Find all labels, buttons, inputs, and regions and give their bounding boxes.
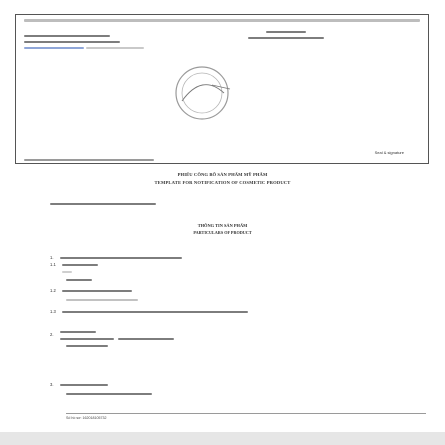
item-number: 1. [50,255,54,260]
cert-top-band [24,19,420,22]
text-line [66,345,108,347]
text-line [60,257,182,259]
text-line [66,393,152,395]
text-line [62,264,98,266]
cert-text-line [24,35,110,37]
text-line [60,384,108,386]
section-title-en: PARTICULARS OF PRODUCT [193,230,252,235]
section-title-vi: THÔNG TIN SẢN PHẨM [197,223,248,228]
cert-text-line [24,41,120,43]
text-line [62,311,248,313]
bottom-edge [0,432,445,445]
cert-text-line [266,31,306,33]
form-title-vi: PHIẾU CÔNG BỐ SẢN PHẨM MỸ PHẨM [177,172,268,177]
item-number: 1.1 [50,262,56,267]
text-line [66,299,138,301]
cert-text-line [248,37,324,39]
document-page [8,4,437,441]
cert-bottom-band [24,159,154,161]
text-line [66,279,92,281]
text-line [62,290,132,292]
cert-text-line [24,47,84,49]
footer-text: Số hồ sơ: 162018105732 [66,416,107,420]
item-number: 1.3 [50,309,56,314]
footer-rule [66,413,426,414]
certificate-sign-label: Seal & signature [374,150,404,155]
text-line [60,331,96,333]
text-line [50,203,156,205]
text-line [62,271,72,273]
official-seal-icon [172,63,232,123]
item-number: 2. [50,332,54,337]
item-number: 1.2 [50,288,56,293]
text-line [60,338,114,340]
text-line [118,338,174,340]
item-number: 3. [50,382,54,387]
certificate-image-box [15,14,429,164]
form-title-en: TEMPLATE FOR NOTIFICATION OF COSMETIC PRODUCT [154,180,291,185]
cert-text-line [86,47,144,49]
